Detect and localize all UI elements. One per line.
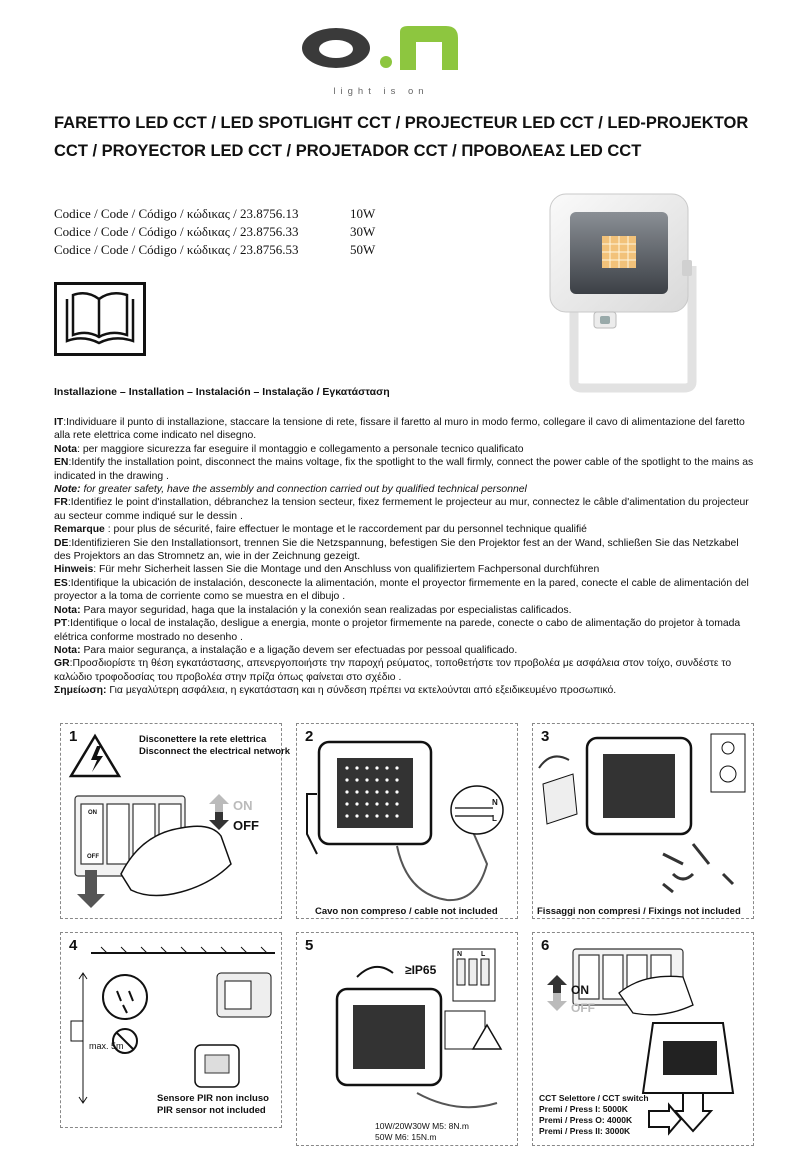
note-key: Nota:	[54, 644, 81, 656]
note-en	[54, 483, 754, 496]
step-number: 2	[305, 728, 314, 745]
step-panel-2	[296, 723, 518, 919]
off-label: OFF	[571, 1001, 595, 1015]
product-photo	[544, 186, 722, 398]
instruction-text: :Identifique la ubicación de instalación, desconecte la alimentación, monte el proyector firmemente en la pared, conecte el cable de alimentación del proyector a la toma de corriente como se muestra en el dibujo .	[54, 577, 749, 603]
note-text: Para maior segurança, a instalação e a ligação devem ser efectuadas por pessoal qualificado.	[80, 644, 518, 656]
note-pt	[54, 644, 754, 657]
code-label: Codice / Code / Código / κώδικας / 23.8756.53	[54, 242, 299, 257]
code-wattage: 10W	[350, 206, 376, 221]
disconnect-caption-en: Disconnect the electrical network	[139, 746, 290, 757]
ip65-rating: ≥IP65	[405, 963, 437, 977]
code-label: Codice / Code / Código / κώδικας / 23.8756.13	[54, 206, 299, 221]
live-label: L	[481, 951, 486, 958]
lang-key: PT	[54, 618, 68, 630]
breaker-off-mark: OFF	[87, 854, 99, 860]
read-manual-icon	[54, 282, 146, 356]
lang-key: GR	[54, 658, 70, 670]
note-key: Σημείωση:	[54, 685, 107, 697]
cct-press-3000k: Premi / Press II: 3000K	[539, 1126, 631, 1136]
note-gr	[54, 684, 754, 697]
lang-key: EN	[54, 457, 69, 469]
step-number: 1	[69, 728, 78, 745]
pir-caption-it: Sensore PIR non incluso	[157, 1093, 269, 1104]
instruction-pt	[54, 617, 754, 644]
fixings-not-included-caption: Fissaggi non compresi / Fixings not included	[537, 906, 741, 917]
disconnect-caption-it: Disconettere la rete elettrica	[139, 734, 267, 745]
product-code-row	[54, 224, 376, 240]
instruction-text: :Identifiez le point d'installation, débranchez la tension secteur, fixez fermement le projecteur au mur, connectez le câble d'alimentation du projecteur au secteur comme indiqué sur le dessin .	[54, 497, 749, 522]
instruction-it	[54, 416, 754, 443]
code-label: Codice / Code / Código / κώδικας / 23.8756.33	[54, 224, 299, 239]
cct-press-5000k: Premi / Press I: 5000K	[539, 1104, 628, 1114]
step-panel-6	[532, 932, 754, 1146]
installation-instructions	[54, 416, 754, 698]
instruction-text: :Identifizieren Sie den Installationsort, trennen Sie die Netzspannung, befestigen Sie den Projektor fest an der Wand, schließen Sie das Netzkabel des Projektors an das Stromnetz an, wie in der Zeichnung gezeigt.	[54, 537, 739, 563]
note-key: Note:	[54, 484, 81, 496]
pir-caption-en: PIR sensor not included	[157, 1105, 266, 1116]
installation-heading: Installazione – Installation – Instalación – Instalação / Εγκατάσταση	[54, 386, 390, 398]
cct-switch-title: CCT Selettore / CCT switch	[539, 1093, 649, 1103]
instruction-de	[54, 537, 754, 564]
step-number: 5	[305, 937, 314, 954]
note-it	[54, 443, 754, 456]
on-label: ON	[571, 983, 589, 997]
note-de	[54, 563, 754, 576]
document-title-line-1: FARETTO LED CCT / LED SPOTLIGHT CCT / PROJECTEUR LED CCT / LED-PROJEKTOR	[54, 114, 749, 132]
instruction-text: :Individuare il punto di installazione, staccare la tensione di rete, fissare il faretto al muro in modo fermo, collegare il cavo di alimentazione del faretto alla rete elettrica come indicato nel disegno.	[54, 417, 745, 442]
step-number: 3	[541, 728, 550, 745]
live-label: L	[492, 814, 497, 823]
lang-key: ES	[54, 577, 68, 589]
instruction-es	[54, 577, 754, 604]
logo-mark	[296, 22, 466, 72]
off-label: OFF	[233, 818, 259, 833]
note-fr	[54, 523, 754, 536]
neutral-label: N	[457, 951, 463, 958]
neutral-label: N	[492, 798, 498, 807]
step-number: 6	[541, 937, 550, 954]
cct-press-4000k: Premi / Press O: 4000K	[539, 1115, 633, 1125]
note-key: Nota	[54, 443, 78, 455]
note-text: : Für mehr Sicherheit lassen Sie die Montage und den Anschluss von qualifiziertem Fachpersonal durchführen	[93, 564, 600, 576]
logo-tagline: light is on	[333, 86, 429, 97]
cable-not-included-caption: Cavo non compreso / cable not included	[315, 906, 498, 917]
document-title-line-2: CCT / PROYECTOR LED CCT / PROJETADOR CCT / ΠΡΟΒΟΛΕΑΣ LED CCT	[54, 142, 642, 160]
instruction-en	[54, 456, 754, 483]
note-key: Remarque	[54, 524, 105, 536]
on-label: ON	[233, 798, 253, 813]
note-text: Para mayor seguridad, haga que la instalación y la conexión sean realizadas por especialistas calificados.	[80, 604, 572, 616]
code-wattage: 30W	[350, 224, 376, 239]
code-wattage: 50W	[350, 242, 376, 257]
wall-mount-illustration	[533, 724, 753, 918]
note-es	[54, 604, 754, 617]
torque-small: 10W/20W30W M5: 8N.m	[375, 1121, 469, 1131]
step-panel-1	[60, 723, 290, 919]
step-number: 4	[69, 937, 78, 954]
note-key: Hinweis	[54, 564, 94, 576]
step-panel-4	[60, 932, 282, 1128]
step-panel-5	[296, 932, 518, 1146]
max-height-label: max. 5m	[89, 1041, 124, 1051]
lang-key: IT	[54, 417, 64, 428]
note-text: Για μεγαλύτερη ασφάλεια, η εγκατάσταση και η σύνδεση πρέπει να εκτελούνται από εξειδικευμένο προσωπικό.	[106, 685, 617, 697]
lang-key: DE	[54, 537, 69, 549]
note-key: Nota:	[54, 604, 81, 616]
instruction-text: :Identify the installation point, disconnect the mains voltage, fix the spotlight to the wall firmly, connect the power cable of the spotlight to the mains as indicated in the drawing .	[54, 457, 754, 482]
brand-logo	[296, 22, 466, 97]
product-code-row	[54, 206, 376, 222]
spotlight-wiring-illustration	[297, 724, 517, 918]
note-text: : per maggiore sicurezza far eseguire il montaggio e collegamento a personale tecnico qualificato	[77, 443, 524, 455]
instruction-gr	[54, 657, 754, 684]
note-text: : pour plus de sécurité, faire effectuer le montage et le raccordement par du personnel technique qualifié	[104, 524, 587, 536]
torque-large: 50W M6: 15N.m	[375, 1132, 437, 1142]
step-panel-3	[532, 723, 754, 919]
instruction-text: :Identifique o local de instalação, desligue a energia, monte o projetor firmemente na parede, conecte o cabo de alimentação do projetor à tomada elétrica conforme mostrado no desenho .	[54, 618, 741, 643]
instruction-text: :Προσδιορίστε τη θέση εγκατάστασης, απενεργοποιήστε την παροχή ρεύματος, τοποθετήστε τον προβολέα με ασφάλεια στον τοίχο, συνδέστε το καλώδιο τροφοδοσίας του προβολέα στην πρίζα όπως φαίνεται στο σχέδιο .	[54, 658, 732, 683]
lang-key: FR	[54, 497, 68, 509]
product-code-row	[54, 242, 376, 258]
note-text: for greater safety, have the assembly and connection carried out by qualified technical personnel	[80, 484, 527, 496]
instruction-fr	[54, 496, 754, 523]
breaker-on-mark: ON	[88, 810, 97, 816]
